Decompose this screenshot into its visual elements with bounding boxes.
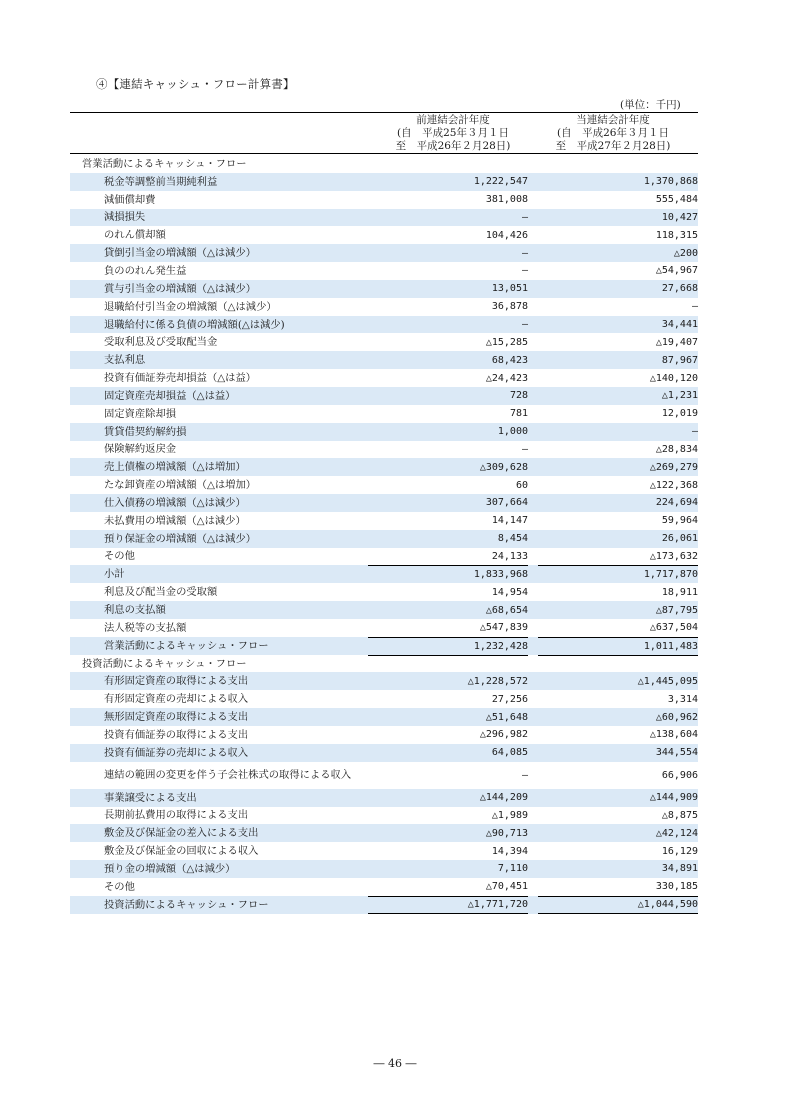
prior-year-value: ― [521,769,528,781]
prior-year-value: 8,454 [497,533,528,545]
row-label: 賞与引当金の増減額（△は減少） [104,282,257,295]
prior-year-value: 14,394 [491,845,528,857]
table-row [70,807,698,825]
row-label: 利息及び配当金の受取額 [104,586,218,599]
current-year-value: △19,407 [655,336,698,348]
section-header-row [70,155,698,173]
current-year-value: 66,906 [661,769,698,781]
current-year-to: 至 平成27年２月28日) [555,140,671,152]
table-row [70,860,698,878]
current-year-value: △173,632 [649,550,698,562]
unit-label: (単位：千円) [620,99,681,111]
row-label: 貸倒引当金の増減額（△は減少） [104,247,257,260]
table-row [70,423,698,441]
row-label: 減価償却費 [104,193,156,206]
current-year-value: △200 [673,247,698,259]
table-row [70,672,698,690]
prior-year-value: 68,423 [491,354,528,366]
current-year-value: △87,795 [655,604,698,616]
section-header-row [70,655,698,673]
table-row [70,244,698,262]
prior-year-value: 1,000 [497,426,528,438]
prior-year-value: ― [521,211,528,223]
table-row [70,726,698,744]
prior-year-value: △15,285 [485,336,528,348]
table-row [70,316,698,334]
table-row [70,565,698,583]
current-year-value: △269,279 [649,461,698,473]
table-row [70,494,698,512]
prior-year-value: 13,051 [491,283,528,295]
current-year-value: 59,964 [661,515,698,527]
table-row [70,333,698,351]
prior-year-value: △51,648 [485,711,528,723]
table-row [70,191,698,209]
current-year-value: 330,185 [655,881,698,893]
table-row [70,351,698,369]
row-label: 小計 [104,568,125,581]
prior-year-value: 1,222,547 [473,176,528,188]
prior-year-value: △309,628 [479,461,528,473]
table-row [70,173,698,191]
prior-year-value: 1,833,968 [368,565,528,583]
row-label: 事業譲受による支出 [104,791,197,804]
prior-year-value: 24,133 [491,550,528,562]
table-row [70,369,698,387]
prior-year-value: △1,989 [491,809,528,821]
row-label: その他 [104,880,135,893]
current-year-value: 10,427 [661,211,698,223]
current-year-value: △122,368 [649,479,698,491]
current-year-value: 118,315 [655,229,698,241]
prior-year-value: △68,654 [485,604,528,616]
table-row [70,744,698,762]
prior-year-value: 27,256 [491,693,528,705]
row-label: 受取利息及び受取配当金 [104,336,218,349]
row-label: 有形固定資産の売却による収入 [104,693,249,706]
current-year-value: 18,911 [661,586,698,598]
current-year-value [538,655,698,673]
current-year-value: 1,370,868 [643,176,698,188]
row-label: 投資有価証券の売却による収入 [104,746,249,759]
prior-year-value: 307,664 [485,497,528,509]
table-row [70,619,698,637]
current-year-value: △144,909 [649,792,698,804]
table-row [70,476,698,494]
prior-year-value: △90,713 [485,827,528,839]
table-row [70,548,698,566]
table-row [70,441,698,459]
prior-year-value: 728 [509,390,528,402]
prior-year-value: △1,771,720 [368,896,528,914]
row-label: 預り保証金の増減額（△は減少） [104,532,257,545]
row-label: 敷金及び保証金の回収による収入 [104,845,259,858]
row-label: 投資有価証券売却損益（△は益） [104,372,257,385]
row-label: 退職給付引当金の増減額（△は減少） [104,300,277,313]
cash-flow-table [70,155,698,914]
table-row [70,896,698,914]
prior-year-value: △296,982 [479,729,528,741]
row-label: 仕入債務の増減額（△は減少） [104,496,246,509]
prior-year-to: 至 平成26年２月28日) [395,140,511,152]
current-year-value: 87,967 [661,354,698,366]
current-year-value: △1,445,095 [637,675,698,687]
current-year-value: 344,554 [655,747,698,759]
table-row [70,262,698,280]
row-label: 営業活動によるキャッシュ・フロー [82,157,247,170]
current-year-value: 34,441 [661,319,698,331]
row-label: 長期前払費用の取得による支出 [104,809,249,822]
row-label: 有形固定資産の取得による支出 [104,675,249,688]
table-row [70,637,698,655]
current-year-value: △138,604 [649,729,698,741]
prior-year-value: ― [521,247,528,259]
prior-year-value [368,155,528,173]
prior-year-from: (自 平成25年３月１日 [397,127,509,139]
prior-year-title: 前連結会計年度 [416,114,490,126]
table-row [70,458,698,476]
current-year-value: 555,484 [655,194,698,206]
row-label: その他 [104,550,135,563]
row-label: 賃貸借契約解約損 [104,425,187,438]
table-row [70,762,698,789]
page-number: ― 46 ― [373,1057,417,1070]
prior-year-value: △70,451 [485,881,528,893]
row-label: 利息の支払額 [104,604,166,617]
current-year-value: 1,717,870 [538,565,698,583]
current-year-value: △42,124 [655,827,698,839]
prior-year-header [368,114,538,153]
current-year-title: 当連結会計年度 [576,114,650,126]
current-year-value: △1,231 [661,390,698,402]
prior-year-value: 64,085 [491,747,528,759]
table-row [70,583,698,601]
table-row [70,405,698,423]
current-year-value: ― [691,426,698,438]
prior-year-value: 1,232,428 [368,637,528,655]
prior-year-value: ― [521,443,528,455]
row-label: 固定資産除却損 [104,407,177,420]
current-year-value: 12,019 [661,408,698,420]
current-year-value: △8,875 [661,809,698,821]
prior-year-value: 381,008 [485,194,528,206]
table-row [70,530,698,548]
prior-year-value: △547,839 [479,622,528,634]
prior-year-value: 36,878 [491,301,528,313]
row-label: 無形固定資産の取得による支出 [104,711,249,724]
table-row [70,280,698,298]
row-label: たな卸資産の増減額（△は増加） [104,479,257,492]
header-top-rule [70,112,698,113]
current-year-from: (自 平成26年３月１日 [557,127,669,139]
prior-year-value: ― [521,319,528,331]
prior-year-value: △1,228,572 [467,675,528,687]
prior-year-value: ― [521,265,528,277]
current-year-value: △637,504 [649,622,698,634]
row-label: 支払利息 [104,354,146,367]
table-row [70,878,698,896]
current-year-value: △140,120 [649,372,698,384]
current-year-value: △54,967 [655,265,698,277]
current-year-value: 16,129 [661,845,698,857]
current-year-value: 26,061 [661,533,698,545]
table-row [70,226,698,244]
prior-year-value: △144,209 [479,792,528,804]
prior-year-value: △24,423 [485,372,528,384]
current-year-header [528,114,698,153]
table-row [70,512,698,530]
table-row [70,789,698,807]
current-year-value: △60,962 [655,711,698,723]
row-label: 負ののれん発生益 [104,264,187,277]
row-label: 保険解約返戻金 [104,443,177,456]
current-year-value: △28,834 [655,443,698,455]
current-year-value: 27,668 [661,283,698,295]
row-label: のれん償却額 [104,229,166,242]
header-bottom-rule [70,153,698,154]
row-label: 売上債権の増減額（△は増加） [104,461,246,474]
prior-year-value: 14,954 [491,586,528,598]
table-row [70,387,698,405]
row-label: 投資活動によるキャッシュ・フロー [104,898,269,911]
row-label: 投資活動によるキャッシュ・フロー [82,657,247,670]
prior-year-value: 7,110 [497,863,528,875]
row-label: 投資有価証券の取得による支出 [104,728,249,741]
row-label: 減損損失 [104,211,146,224]
table-row [70,708,698,726]
table-row [70,842,698,860]
row-label: 預り金の増減額（△は減少） [104,862,236,875]
current-year-value: 3,314 [667,693,698,705]
table-row [70,824,698,842]
current-year-value: 34,891 [661,863,698,875]
row-label: 法人税等の支払額 [104,621,187,634]
table-row [70,298,698,316]
row-label: 営業活動によるキャッシュ・フロー [104,639,269,652]
current-year-value [538,155,698,173]
prior-year-value: 104,426 [485,229,528,241]
row-label: 連結の範囲の変更を伴う子会社株式の取得による収入 [104,769,352,782]
row-label: 未払費用の増減額（△は減少） [104,514,246,527]
prior-year-value: 60 [515,479,528,491]
current-year-value: 1,011,483 [538,637,698,655]
statement-title: ④【連結キャッシュ・フロー計算書】 [96,77,295,91]
table-row [70,690,698,708]
prior-year-value: 14,147 [491,515,528,527]
table-row [70,601,698,619]
table-row [70,209,698,227]
current-year-value: 224,694 [655,497,698,509]
current-year-value: ― [691,301,698,313]
current-year-value: △1,044,590 [538,896,698,914]
row-label: 退職給付に係る負債の増減額(△は減少) [104,318,285,331]
row-label: 敷金及び保証金の差入による支出 [104,827,259,840]
prior-year-value [368,655,528,673]
row-label: 税金等調整前当期純利益 [104,175,218,188]
prior-year-value: 781 [509,408,528,420]
row-label: 固定資産売却損益（△は益） [104,389,236,402]
